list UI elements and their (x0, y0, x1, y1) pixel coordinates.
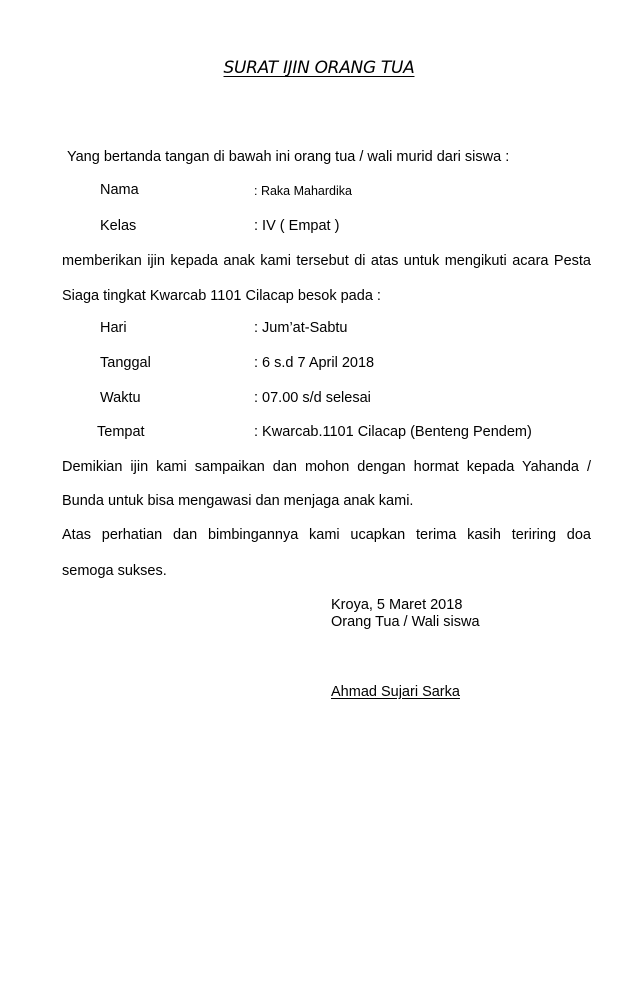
thanks-paragraph-line-1: Atas perhatian dan bimbingannya kami ucapkan terima kasih teriring doa (62, 527, 591, 543)
letter-title: SURAT IJIN ORANG TUA (223, 58, 415, 78)
waktu-label: Waktu (100, 390, 141, 406)
tanggal-value: : 6 s.d 7 April 2018 (254, 355, 375, 371)
intro-text: Yang bertanda tangan di bawah ini orang tua / wali murid dari siswa : (67, 149, 510, 165)
tempat-label: Tempat (97, 424, 145, 440)
kelas-value: : IV ( Empat ) (254, 218, 340, 234)
closing-paragraph-line-1: Demikian ijin kami sampaikan dan mohon dengan hormat kepada Yahanda / (62, 459, 591, 475)
nama-value: : Raka Mahardika (254, 184, 352, 198)
tanggal-label: Tanggal (100, 355, 151, 371)
nama-label: Nama (100, 182, 139, 198)
tempat-value: : Kwarcab.1101 Cilacap (Benteng Pendem) (254, 424, 532, 440)
thanks-paragraph-line-2: semoga sukses. (62, 563, 167, 579)
signer-name: Ahmad Sujari Sarka (331, 684, 460, 700)
kelas-label: Kelas (100, 218, 137, 234)
hari-value: : Jum’at-Sabtu (254, 320, 348, 336)
signature-role: Orang Tua / Wali siswa (331, 614, 480, 630)
signature-place-date: Kroya, 5 Maret 2018 (331, 597, 463, 613)
body-paragraph-line-2: Siaga tingkat Kwarcab 1101 Cilacap besok pada : (62, 288, 381, 304)
waktu-value: : 07.00 s/d selesai (254, 390, 371, 406)
body-paragraph-line-1: memberikan ijin kepada anak kami tersebut di atas untuk mengikuti acara Pesta (62, 253, 591, 269)
closing-paragraph-line-2: Bunda untuk bisa mengawasi dan menjaga anak kami. (62, 493, 414, 509)
hari-label: Hari (100, 320, 127, 336)
